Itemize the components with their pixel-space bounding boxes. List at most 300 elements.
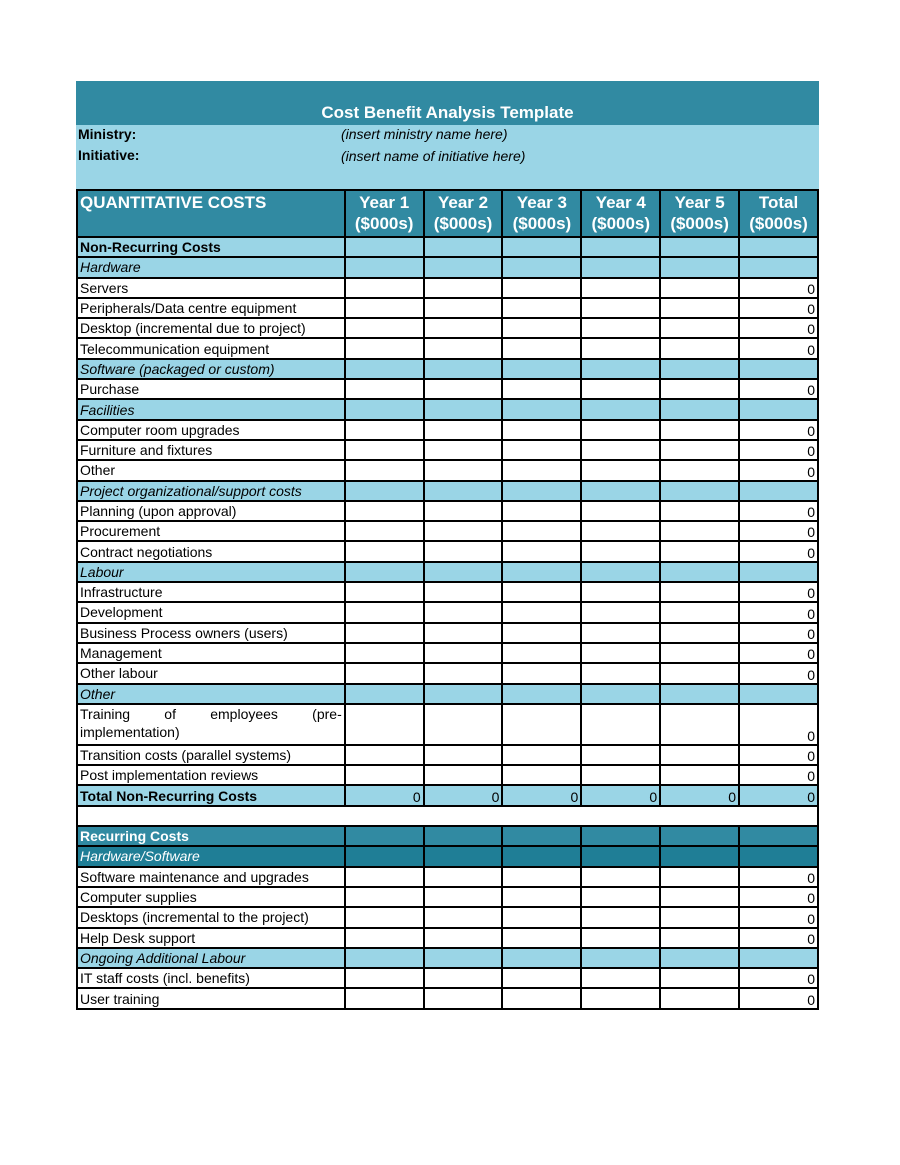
year-5-cell[interactable] xyxy=(660,887,739,907)
year-1-cell[interactable] xyxy=(345,623,424,643)
spacer-row xyxy=(77,806,818,826)
year-4-cell[interactable] xyxy=(581,501,660,521)
row-label: Management xyxy=(77,643,345,663)
year-1-cell[interactable] xyxy=(345,440,424,460)
year-4-cell[interactable] xyxy=(581,338,660,358)
year-1-cell[interactable] xyxy=(345,460,424,480)
header-year-2-name: Year 2 xyxy=(437,193,489,212)
table-row xyxy=(77,907,818,927)
year-3-cell[interactable] xyxy=(502,907,581,927)
year-1-cell xyxy=(345,481,424,501)
year-1-cell[interactable] xyxy=(345,318,424,338)
table-row xyxy=(77,867,818,887)
info-band xyxy=(76,125,819,189)
total-cell: 0 xyxy=(739,704,818,745)
year-1-cell[interactable] xyxy=(345,278,424,298)
row-label: Facilities xyxy=(77,399,345,419)
year-5-cell[interactable] xyxy=(660,907,739,927)
year-3-cell[interactable] xyxy=(502,318,581,338)
dsection-header-row xyxy=(77,826,818,846)
row-label: Furniture and fixtures xyxy=(77,440,345,460)
total-cell: 0 xyxy=(739,318,818,338)
total-cell: 0 xyxy=(739,602,818,622)
row-label: Post implementation reviews xyxy=(77,765,345,785)
year-1-cell[interactable] xyxy=(345,988,424,1008)
year-2-cell[interactable] xyxy=(424,765,503,785)
year-5-cell[interactable] xyxy=(660,582,739,602)
year-2-cell[interactable] xyxy=(424,582,503,602)
sub-header-row xyxy=(77,399,818,419)
table-row xyxy=(77,928,818,948)
year-4-cell[interactable] xyxy=(581,521,660,541)
header-total xyxy=(739,190,818,237)
total-cell: 0 xyxy=(739,663,818,683)
year-3-cell[interactable] xyxy=(502,745,581,765)
year-3-cell xyxy=(502,846,581,866)
sub-header-row xyxy=(77,948,818,968)
total-cell: 0 xyxy=(739,379,818,399)
year-3-cell[interactable] xyxy=(502,379,581,399)
year-2-cell[interactable] xyxy=(424,887,503,907)
year-5-cell xyxy=(660,562,739,582)
total-cell: 0 xyxy=(739,785,818,805)
year-3-cell[interactable] xyxy=(502,338,581,358)
year-2-cell[interactable] xyxy=(424,867,503,887)
cost-table xyxy=(76,189,819,1010)
table-row xyxy=(77,278,818,298)
year-2-cell[interactable] xyxy=(424,501,503,521)
table-row xyxy=(77,541,818,561)
year-3-cell[interactable] xyxy=(502,887,581,907)
year-2-cell xyxy=(424,826,503,846)
year-2-cell xyxy=(424,359,503,379)
year-2-cell xyxy=(424,562,503,582)
year-1-cell[interactable] xyxy=(345,765,424,785)
table-row xyxy=(77,379,818,399)
total-cell: 0 xyxy=(739,298,818,318)
year-5-cell xyxy=(660,684,739,704)
year-3-cell[interactable] xyxy=(502,602,581,622)
year-4-cell: 0 xyxy=(581,785,660,805)
row-label: Planning (upon approval) xyxy=(77,501,345,521)
total-cell: 0 xyxy=(739,745,818,765)
year-3-cell[interactable] xyxy=(502,968,581,988)
year-2-cell xyxy=(424,481,503,501)
total-cell: 0 xyxy=(739,501,818,521)
row-label: Software (packaged or custom) xyxy=(77,359,345,379)
year-1-cell[interactable] xyxy=(345,379,424,399)
year-1-cell[interactable] xyxy=(345,704,424,745)
year-2-cell: 0 xyxy=(424,785,503,805)
row-label: Computer supplies xyxy=(77,887,345,907)
year-3-cell[interactable] xyxy=(502,582,581,602)
total-cell xyxy=(739,257,818,277)
row-label: Telecommunication equipment xyxy=(77,338,345,358)
total-cell: 0 xyxy=(739,338,818,358)
year-1-cell[interactable] xyxy=(345,521,424,541)
year-5-cell xyxy=(660,481,739,501)
year-5-cell[interactable] xyxy=(660,704,739,745)
row-label: Other xyxy=(77,684,345,704)
total-cell xyxy=(739,846,818,866)
table-row xyxy=(77,623,818,643)
year-5-cell xyxy=(660,846,739,866)
year-2-cell xyxy=(424,257,503,277)
year-1-cell[interactable] xyxy=(345,663,424,683)
year-5-cell xyxy=(660,237,739,257)
year-5-cell[interactable] xyxy=(660,278,739,298)
header-year-4 xyxy=(581,190,660,237)
table-row xyxy=(77,460,818,480)
total-cell: 0 xyxy=(739,460,818,480)
year-1-cell[interactable] xyxy=(345,501,424,521)
year-5-cell[interactable] xyxy=(660,867,739,887)
year-3-cell: 0 xyxy=(502,785,581,805)
year-5-cell xyxy=(660,948,739,968)
year-2-cell xyxy=(424,684,503,704)
year-2-cell[interactable] xyxy=(424,318,503,338)
header-year-5-name: Year 5 xyxy=(674,193,725,212)
year-3-cell xyxy=(502,948,581,968)
year-4-cell[interactable] xyxy=(581,928,660,948)
table-row xyxy=(77,968,818,988)
ministry-label: Ministry: xyxy=(78,126,137,142)
header-year-3-name: Year 3 xyxy=(516,193,567,212)
year-2-cell xyxy=(424,237,503,257)
row-label: Hardware xyxy=(77,257,345,277)
year-1-cell[interactable] xyxy=(345,420,424,440)
year-3-cell[interactable] xyxy=(502,501,581,521)
year-3-cell[interactable] xyxy=(502,623,581,643)
row-label: Business Process owners (users) xyxy=(77,623,345,643)
year-2-cell[interactable] xyxy=(424,928,503,948)
total-cell: 0 xyxy=(739,541,818,561)
year-3-cell[interactable] xyxy=(502,440,581,460)
year-4-cell[interactable] xyxy=(581,887,660,907)
year-4-cell[interactable] xyxy=(581,440,660,460)
year-2-cell[interactable] xyxy=(424,907,503,927)
year-5-cell xyxy=(660,826,739,846)
year-2-cell[interactable] xyxy=(424,643,503,663)
year-5-cell[interactable] xyxy=(660,541,739,561)
row-label: Other labour xyxy=(77,663,345,683)
section-header-row xyxy=(77,237,818,257)
total-cell xyxy=(739,562,818,582)
year-5-cell[interactable] xyxy=(660,460,739,480)
year-1-cell[interactable] xyxy=(345,745,424,765)
sub-header-row xyxy=(77,562,818,582)
year-4-cell[interactable] xyxy=(581,765,660,785)
year-1-cell xyxy=(345,846,424,866)
total-cell: 0 xyxy=(739,420,818,440)
year-3-cell[interactable] xyxy=(502,420,581,440)
year-4-cell[interactable] xyxy=(581,420,660,440)
ministry-value[interactable]: (insert ministry name here) xyxy=(341,126,508,142)
year-1-cell[interactable] xyxy=(345,968,424,988)
year-4-cell xyxy=(581,359,660,379)
year-4-cell[interactable] xyxy=(581,582,660,602)
header-year-2-unit: ($000s) xyxy=(433,214,493,233)
year-1-cell xyxy=(345,399,424,419)
year-5-cell[interactable] xyxy=(660,501,739,521)
initiative-value[interactable]: (insert name of initiative here) xyxy=(341,148,526,164)
year-1-cell[interactable] xyxy=(345,582,424,602)
year-5-cell[interactable] xyxy=(660,379,739,399)
total-row xyxy=(77,785,818,805)
table-row xyxy=(77,440,818,460)
year-2-cell xyxy=(424,948,503,968)
year-1-cell xyxy=(345,684,424,704)
year-3-cell[interactable] xyxy=(502,704,581,745)
initiative-label: Initiative: xyxy=(78,147,140,163)
year-4-cell[interactable] xyxy=(581,988,660,1008)
header-title: QUANTITATIVE COSTS xyxy=(77,190,345,237)
year-4-cell[interactable] xyxy=(581,623,660,643)
year-2-cell[interactable] xyxy=(424,602,503,622)
row-label: IT staff costs (incl. benefits) xyxy=(77,968,345,988)
year-3-cell xyxy=(502,237,581,257)
row-label: Computer room upgrades xyxy=(77,420,345,440)
table-row xyxy=(77,420,818,440)
table-row xyxy=(77,765,818,785)
year-3-cell[interactable] xyxy=(502,663,581,683)
spacer-cell xyxy=(77,806,818,826)
table-row xyxy=(77,298,818,318)
year-1-cell xyxy=(345,948,424,968)
year-2-cell[interactable] xyxy=(424,338,503,358)
table-row xyxy=(77,663,818,683)
row-label: Software maintenance and upgrades xyxy=(77,867,345,887)
sub-header-row xyxy=(77,481,818,501)
total-cell: 0 xyxy=(739,643,818,663)
header-year-2 xyxy=(424,190,503,237)
year-4-cell[interactable] xyxy=(581,643,660,663)
year-3-cell[interactable] xyxy=(502,521,581,541)
year-2-cell[interactable] xyxy=(424,460,503,480)
year-4-cell[interactable] xyxy=(581,745,660,765)
year-4-cell[interactable] xyxy=(581,278,660,298)
year-5-cell[interactable] xyxy=(660,623,739,643)
table-row xyxy=(77,887,818,907)
year-4-cell[interactable] xyxy=(581,379,660,399)
total-cell: 0 xyxy=(739,521,818,541)
header-year-5-unit: ($000s) xyxy=(670,214,729,233)
row-label: Procurement xyxy=(77,521,345,541)
year-2-cell[interactable] xyxy=(424,420,503,440)
year-4-cell xyxy=(581,846,660,866)
header-year-1 xyxy=(345,190,424,237)
year-5-cell[interactable] xyxy=(660,928,739,948)
year-2-cell[interactable] xyxy=(424,968,503,988)
total-cell xyxy=(739,399,818,419)
year-3-cell xyxy=(502,399,581,419)
total-cell: 0 xyxy=(739,887,818,907)
table-row xyxy=(77,704,818,745)
year-2-cell[interactable] xyxy=(424,663,503,683)
total-cell: 0 xyxy=(739,765,818,785)
year-1-cell[interactable] xyxy=(345,643,424,663)
year-4-cell[interactable] xyxy=(581,867,660,887)
total-cell: 0 xyxy=(739,907,818,927)
total-cell xyxy=(739,237,818,257)
year-5-cell: 0 xyxy=(660,785,739,805)
year-5-cell xyxy=(660,257,739,277)
year-4-cell[interactable] xyxy=(581,298,660,318)
year-5-cell[interactable] xyxy=(660,440,739,460)
header-year-3-unit: ($000s) xyxy=(512,214,572,233)
table-row xyxy=(77,338,818,358)
row-label: Total Non-Recurring Costs xyxy=(77,785,345,805)
row-label: Hardware/Software xyxy=(77,846,345,866)
year-4-cell xyxy=(581,237,660,257)
year-2-cell[interactable] xyxy=(424,379,503,399)
total-cell: 0 xyxy=(739,928,818,948)
header-year-4-name: Year 4 xyxy=(595,193,646,212)
year-5-cell[interactable] xyxy=(660,318,739,338)
row-label: Ongoing Additional Labour xyxy=(77,948,345,968)
table-row xyxy=(77,318,818,338)
year-5-cell[interactable] xyxy=(660,988,739,1008)
header-total-unit: ($000s) xyxy=(749,214,808,233)
table-row xyxy=(77,643,818,663)
year-4-cell xyxy=(581,826,660,846)
year-3-cell[interactable] xyxy=(502,765,581,785)
row-label: Contract negotiations xyxy=(77,541,345,561)
year-3-cell xyxy=(502,257,581,277)
year-4-cell[interactable] xyxy=(581,663,660,683)
row-label: Transition costs (parallel systems) xyxy=(77,745,345,765)
row-label: Desktop (incremental due to project) xyxy=(77,318,345,338)
year-2-cell[interactable] xyxy=(424,541,503,561)
row-label: Labour xyxy=(77,562,345,582)
sub-header-row xyxy=(77,684,818,704)
title-band xyxy=(76,81,819,125)
total-cell xyxy=(739,481,818,501)
year-2-cell[interactable] xyxy=(424,988,503,1008)
year-3-cell[interactable] xyxy=(502,928,581,948)
row-label: Servers xyxy=(77,278,345,298)
total-cell: 0 xyxy=(739,582,818,602)
total-cell xyxy=(739,826,818,846)
year-4-cell[interactable] xyxy=(581,907,660,927)
total-cell: 0 xyxy=(739,968,818,988)
total-cell: 0 xyxy=(739,867,818,887)
year-3-cell[interactable] xyxy=(502,988,581,1008)
header-total-name: Total xyxy=(758,193,799,212)
year-3-cell[interactable] xyxy=(502,541,581,561)
year-5-cell[interactable] xyxy=(660,521,739,541)
year-4-cell xyxy=(581,562,660,582)
year-4-cell xyxy=(581,948,660,968)
year-1-cell xyxy=(345,562,424,582)
row-label: Peripherals/Data centre equipment xyxy=(77,298,345,318)
row-label: Recurring Costs xyxy=(77,826,345,846)
row-label: Training of employees (pre-implementation) xyxy=(77,704,345,745)
year-1-cell[interactable] xyxy=(345,867,424,887)
table-row xyxy=(77,501,818,521)
row-label: Project organizational/support costs xyxy=(77,481,345,501)
year-2-cell[interactable] xyxy=(424,623,503,643)
year-5-cell[interactable] xyxy=(660,420,739,440)
year-1-cell[interactable] xyxy=(345,907,424,927)
total-cell xyxy=(739,948,818,968)
year-2-cell xyxy=(424,399,503,419)
total-cell: 0 xyxy=(739,440,818,460)
year-2-cell[interactable] xyxy=(424,745,503,765)
year-2-cell[interactable] xyxy=(424,704,503,745)
spreadsheet xyxy=(76,81,819,1010)
table-row xyxy=(77,582,818,602)
year-1-cell[interactable] xyxy=(345,928,424,948)
year-4-cell[interactable] xyxy=(581,968,660,988)
year-4-cell xyxy=(581,257,660,277)
row-label: Purchase xyxy=(77,379,345,399)
sub-header-row xyxy=(77,257,818,277)
year-4-cell[interactable] xyxy=(581,704,660,745)
header-year-5 xyxy=(660,190,739,237)
year-2-cell[interactable] xyxy=(424,298,503,318)
year-1-cell[interactable] xyxy=(345,602,424,622)
header-year-1-unit: ($000s) xyxy=(354,214,414,233)
year-5-cell[interactable] xyxy=(660,602,739,622)
year-4-cell xyxy=(581,684,660,704)
year-3-cell xyxy=(502,481,581,501)
row-label: Development xyxy=(77,602,345,622)
year-3-cell[interactable] xyxy=(502,460,581,480)
year-4-cell[interactable] xyxy=(581,318,660,338)
year-4-cell xyxy=(581,481,660,501)
year-2-cell[interactable] xyxy=(424,521,503,541)
year-4-cell[interactable] xyxy=(581,541,660,561)
year-2-cell xyxy=(424,846,503,866)
row-label: Desktops (incremental to the project) xyxy=(77,907,345,927)
year-1-cell[interactable] xyxy=(345,298,424,318)
total-cell: 0 xyxy=(739,278,818,298)
year-5-cell[interactable] xyxy=(660,643,739,663)
year-1-cell xyxy=(345,257,424,277)
year-5-cell[interactable] xyxy=(660,968,739,988)
year-5-cell[interactable] xyxy=(660,765,739,785)
year-4-cell[interactable] xyxy=(581,460,660,480)
year-2-cell[interactable] xyxy=(424,440,503,460)
sub-header-row xyxy=(77,359,818,379)
row-label: User training xyxy=(77,988,345,1008)
year-1-cell[interactable] xyxy=(345,541,424,561)
year-5-cell[interactable] xyxy=(660,338,739,358)
year-3-cell[interactable] xyxy=(502,867,581,887)
year-4-cell[interactable] xyxy=(581,602,660,622)
table-row xyxy=(77,745,818,765)
year-1-cell[interactable] xyxy=(345,887,424,907)
year-3-cell xyxy=(502,826,581,846)
total-cell: 0 xyxy=(739,623,818,643)
year-3-cell[interactable] xyxy=(502,298,581,318)
page-title: Cost Benefit Analysis Template xyxy=(321,103,574,122)
year-5-cell[interactable] xyxy=(660,745,739,765)
table-row xyxy=(77,521,818,541)
row-label: Help Desk support xyxy=(77,928,345,948)
year-1-cell[interactable] xyxy=(345,338,424,358)
year-5-cell[interactable] xyxy=(660,663,739,683)
header-year-1-name: Year 1 xyxy=(359,193,410,212)
year-5-cell xyxy=(660,399,739,419)
year-5-cell[interactable] xyxy=(660,298,739,318)
header-year-3 xyxy=(502,190,581,237)
year-2-cell[interactable] xyxy=(424,278,503,298)
year-3-cell[interactable] xyxy=(502,278,581,298)
year-1-cell: 0 xyxy=(345,785,424,805)
year-3-cell[interactable] xyxy=(502,643,581,663)
